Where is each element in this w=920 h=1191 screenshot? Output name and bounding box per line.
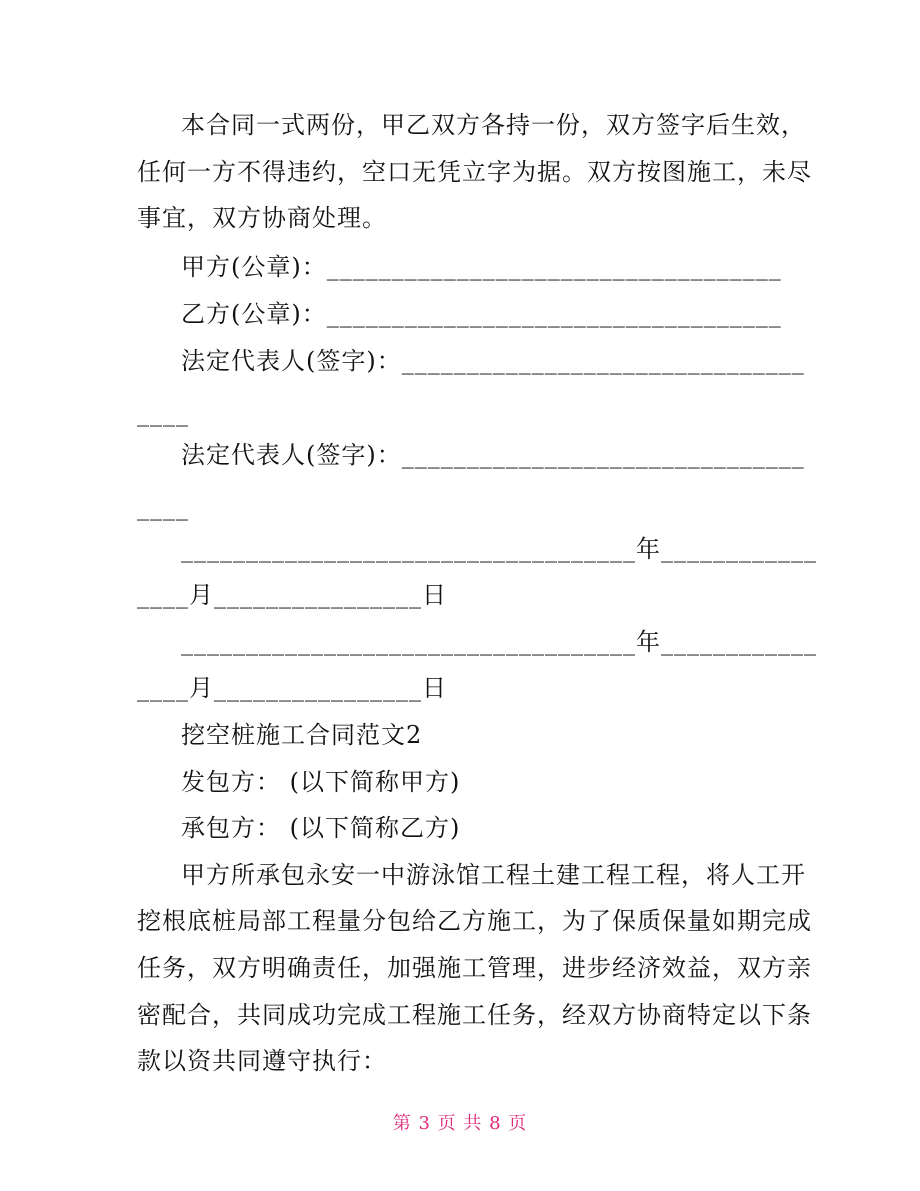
date-line: ___________________________________年____________ xyxy=(181,628,817,656)
party-a-seal-line: 甲方(公章)：___________________________________ xyxy=(181,253,782,281)
paragraph-line: 甲方所承包永安一中游泳馆工程土建工程工程，将人工开 xyxy=(181,861,806,889)
employer-line: 发包方： (以下简称甲方) xyxy=(181,768,461,796)
legal-representative-signature-line: 法定代表人(签字)：_______________________________ xyxy=(181,347,805,375)
paragraph-line: 任务，双方明确责任，加强施工管理，进步经济效益，双方亲 xyxy=(137,954,812,982)
party-b-seal-line: 乙方(公章)：___________________________________ xyxy=(181,300,782,328)
date-line: ___________________________________年____________ xyxy=(181,535,817,563)
paragraph-line: 任何一方不得违约，空口无凭立字为据。双方按图施工，未尽 xyxy=(137,158,812,186)
signature-line-continuation: ____ xyxy=(137,493,189,521)
paragraph-line: 本合同一式两份，甲乙双方各持一份，双方签字后生效， xyxy=(181,111,806,139)
date-line-continuation: ____月________________日 xyxy=(137,674,447,702)
paragraph-line: 挖根底桩局部工程量分包给乙方施工，为了保质保量如期完成 xyxy=(137,907,812,935)
page-number: 第 3 页 共 8 页 xyxy=(392,1113,528,1134)
contractor-line: 承包方： (以下简称乙方) xyxy=(181,814,461,842)
paragraph-line: 事宜，双方协商处理。 xyxy=(137,204,387,232)
legal-representative-signature-line: 法定代表人(签字)：_______________________________ xyxy=(181,441,805,469)
section-title: 挖空桩施工合同范文2 xyxy=(181,721,423,749)
signature-line-continuation: ____ xyxy=(137,399,189,427)
paragraph-line: 款以资共同遵守执行： xyxy=(137,1047,387,1075)
paragraph-line: 密配合，共同成功完成工程施工任务，经双方协商特定以下条 xyxy=(137,1001,812,1029)
date-line-continuation: ____月________________日 xyxy=(137,581,447,609)
